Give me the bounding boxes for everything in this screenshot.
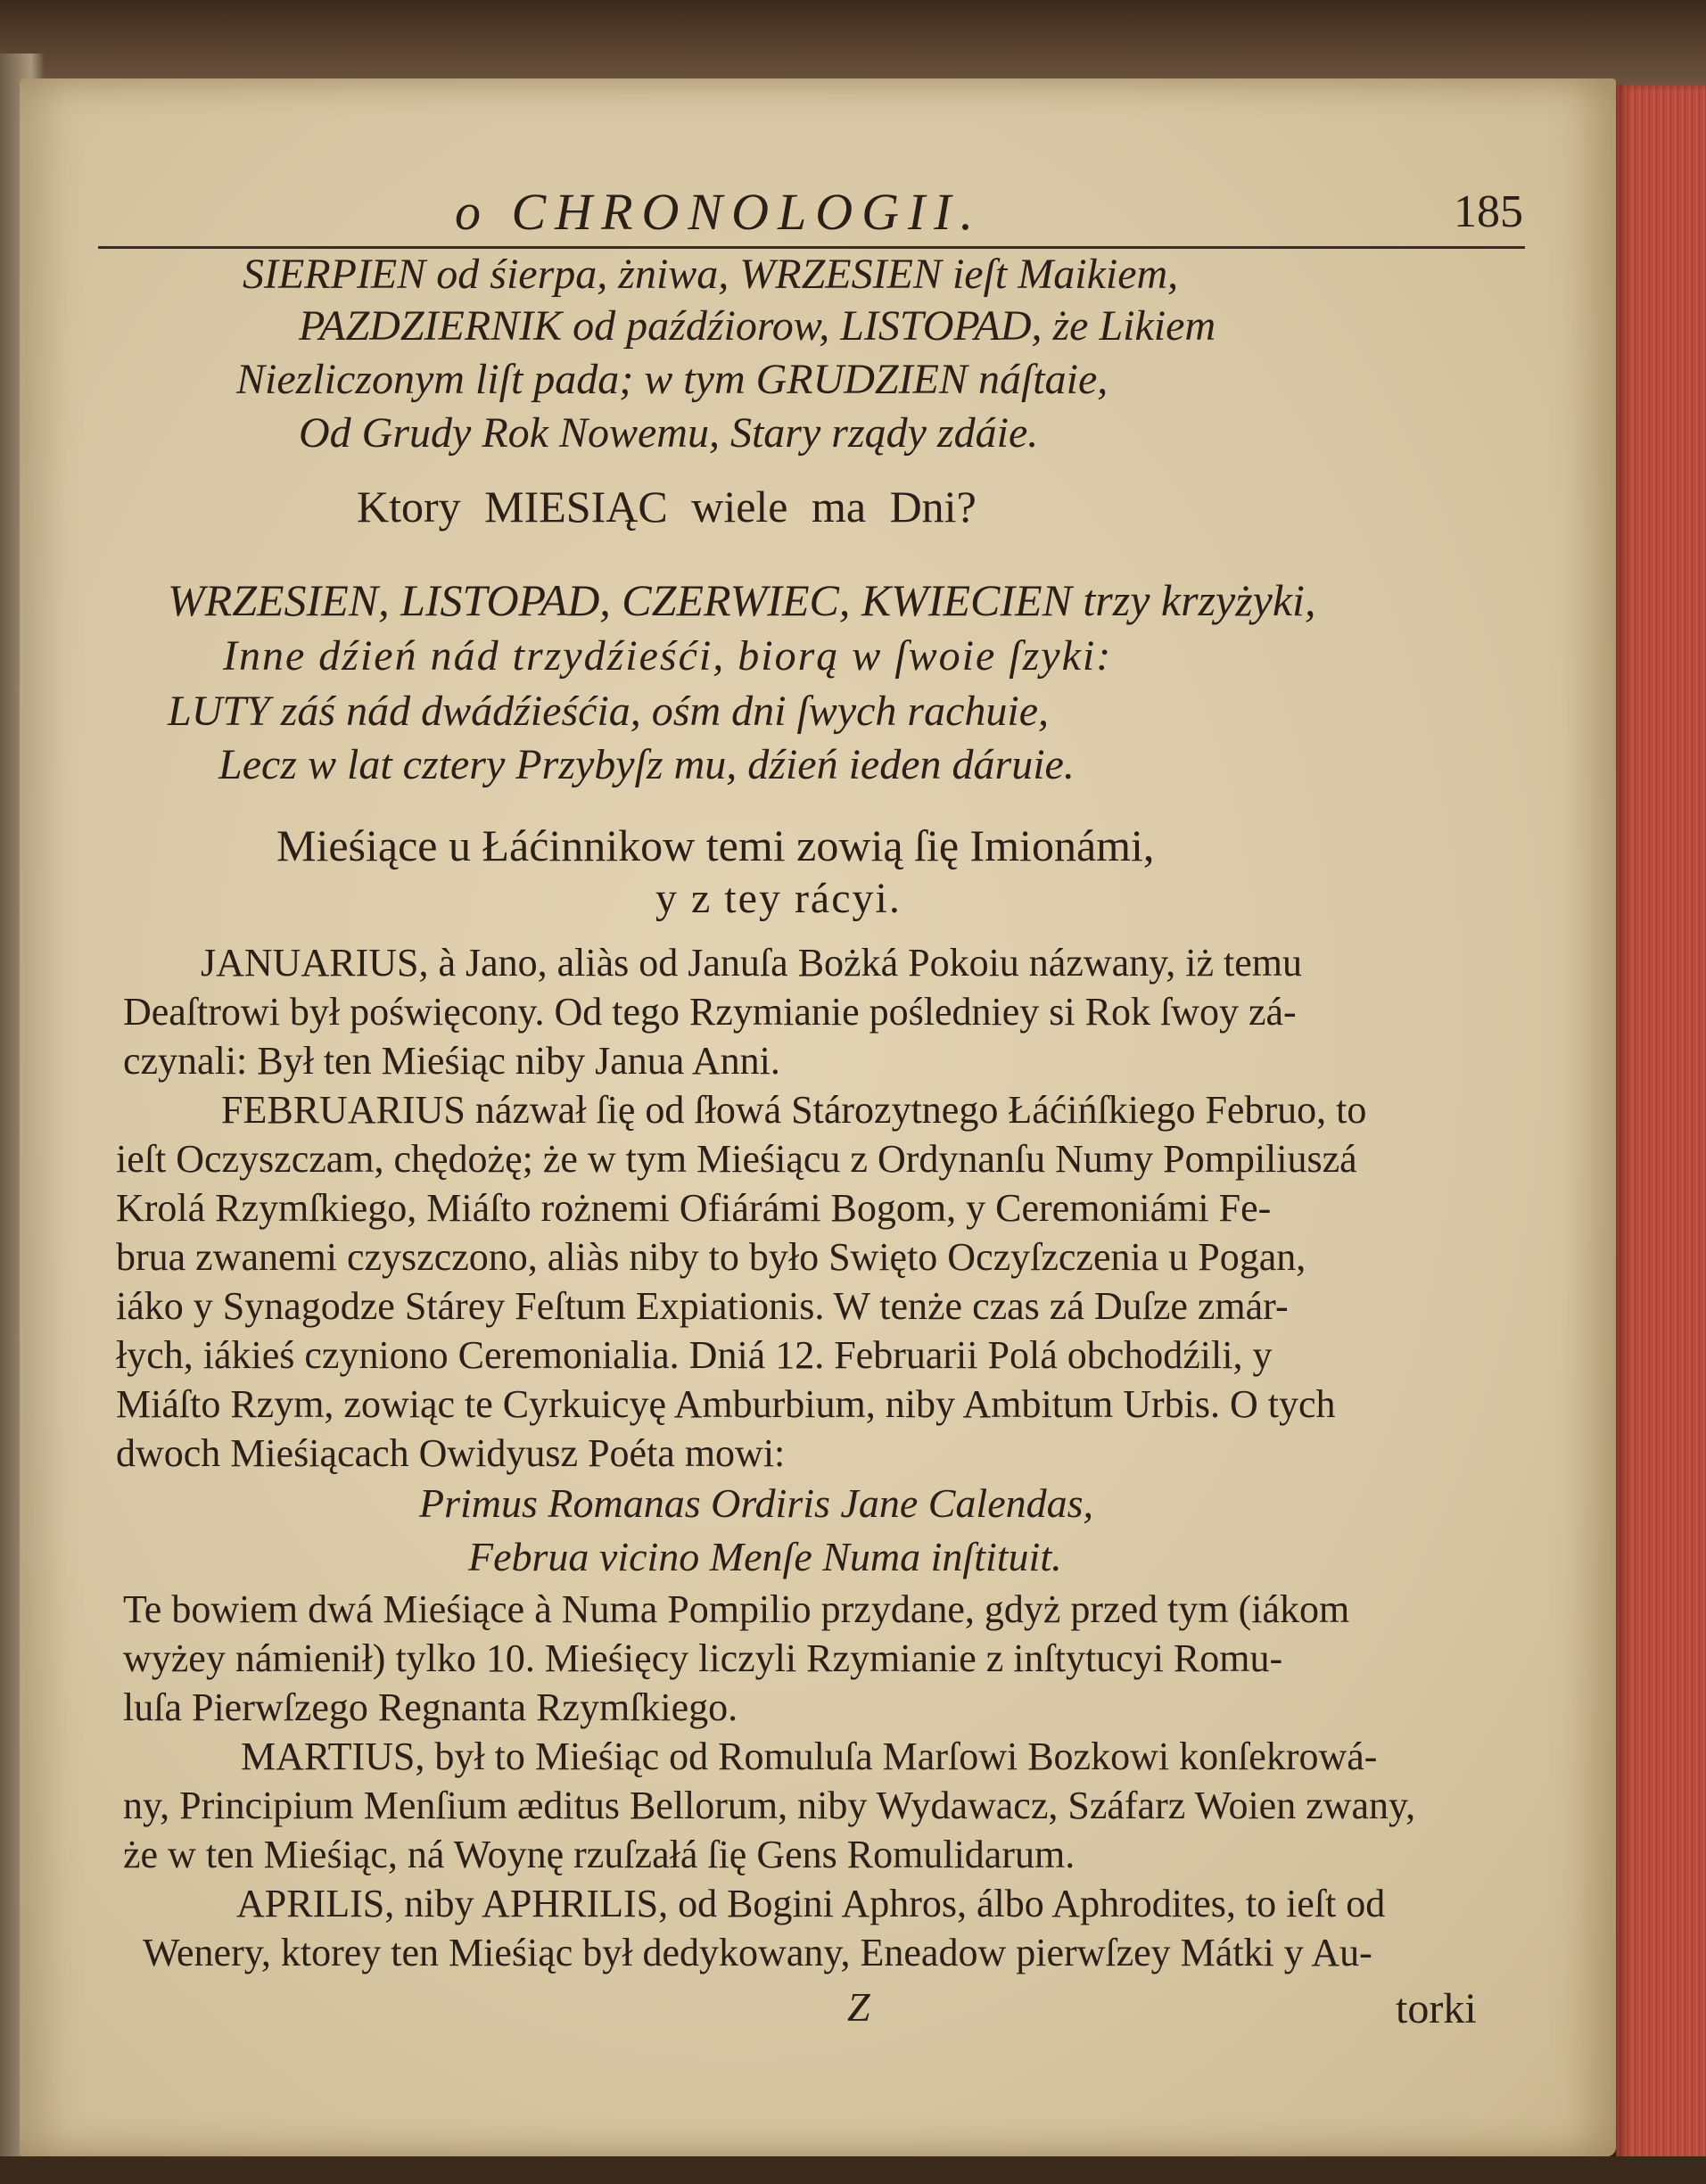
body-line: iáko y Synagodze Stárey Feſtum Expiationis. W tenże czas zá Duſze zmár- [116,1284,1289,1328]
body-line: że w ten Mieśiąc, ná Woynę rzuſzałá ſię Gens Romulidarum. [123,1833,1076,1876]
body-line: APRILIS, niby APHRILIS, od Bogini Aphros, álbo Aphrodites, to ieſt od [236,1882,1386,1925]
verse-line: Niezliczonym liſt pada; w tym GRUDZIEN náſtaie, [236,356,1108,403]
body-line: dwoch Mieśiącach Owidyusz Poéta mowi: [116,1431,786,1475]
section-heading: Mieśiące u Łáćinnikow temi zowią ſię Imionámi, [276,820,1155,870]
verse-line: WRZESIEN, LISTOPAD, CZERWIEC, KWIECIEN trzy krzyżyki, [168,575,1316,625]
body-line: ieſt Oczyszczam, chędożę; że w tym Mieśiącu z Ordynanſu Numy Pompiliuszá [116,1137,1357,1181]
body-line: łych, iákieś czyniono Ceremonialia. Dniá 12. Februarii Polá obchodźili, y [116,1333,1273,1377]
body-line: Te bowiem dwá Mieśiące à Numa Pompilio przydane, gdyż przed tym (iákom [123,1587,1350,1631]
body-line: ny, Principium Menſium æditus Bellorum, niby Wydawacz, Száfarz Woien zwany, [123,1784,1416,1827]
catchword: torki [1396,1985,1477,2032]
verse-line: PAZDZIERNIK od paźdźiorow, LISTOPAD, że Likiem [299,302,1216,350]
verse-line: Inne dźień nád trzydźieśći, biorą w ſwoie ſzyki: [223,632,1113,680]
header-rule [98,246,1525,249]
signature-mark: Z [847,1984,870,2030]
body-line: Wenery, ktorey ten Mieśiąc był dedykowany, Eneadow pierwſzey Mátki y Au- [143,1931,1372,1974]
body-line: czynali: Był ten Mieśiąc niby Janua Anni. [123,1039,780,1083]
body-line: brua zwanemi czyszczono, aliàs niby to było Swięto Oczyſzczenia u Pogan, [116,1235,1306,1279]
body-line: luſa Pierwſzego Regnanta Rzymſkiego. [123,1685,738,1729]
verse-line: LUTY záś nád dwádźieśćia, ośm dni ſwych rachuie, [168,688,1050,735]
verse-line: SIERPIEN od śierpa, żniwa, WRZESIEN ieſt Maikiem, [243,251,1179,298]
body-line: FEBRUARIUS názwał ſię od ſłowá Stározytnego Łáćińſkiego Februo, to [221,1088,1367,1132]
book-top-edge [0,0,1706,85]
body-line: MARTIUS, był to Mieśiąc od Romuluſa Marſowi Bozkowi konſekrowá- [241,1735,1378,1778]
section-heading: Ktory MIESIĄC wiele ma Dni? [357,482,977,532]
body-line: Deaſtrowi był poświęcony. Od tego Rzymianie pośledniey si Rok ſwoy zá- [123,990,1297,1034]
running-title: o CHRONOLOGII. [455,183,983,241]
body-line: wyżey námienił) tylko 10. Mieśięcy liczyli Rzymianie z inſtytucyi Romu- [123,1636,1283,1680]
book-bottom-edge [0,2156,1706,2184]
body-line: Krolá Rzymſkiego, Miáſto rożnemi Ofiárámi Bogom, y Ceremoniámi Fe- [116,1186,1272,1230]
quote-line: Februa vicino Menſe Numa inſtituit. [468,1534,1062,1579]
section-heading: y z tey rácyi. [655,875,902,922]
page-number: 185 [1454,186,1523,237]
quote-line: Primus Romanas Ordiris Jane Calendas, [419,1480,1094,1526]
verse-line: Od Grudy Rok Nowemu, Stary rządy zdáie. [299,409,1039,457]
body-line: JANUARIUS, à Jano, aliàs od Januſa Bożká Pokoiu názwany, iż temu [201,941,1303,985]
body-line: Miáſto Rzym, zowiąc te Cyrkuicyę Amburbium, niby Ambitum Urbis. O tych [116,1382,1336,1426]
book-fore-edge [1616,85,1706,2184]
verse-line: Lecz w lat cztery Przybyſz mu, dźień ieden dáruie. [218,741,1075,788]
